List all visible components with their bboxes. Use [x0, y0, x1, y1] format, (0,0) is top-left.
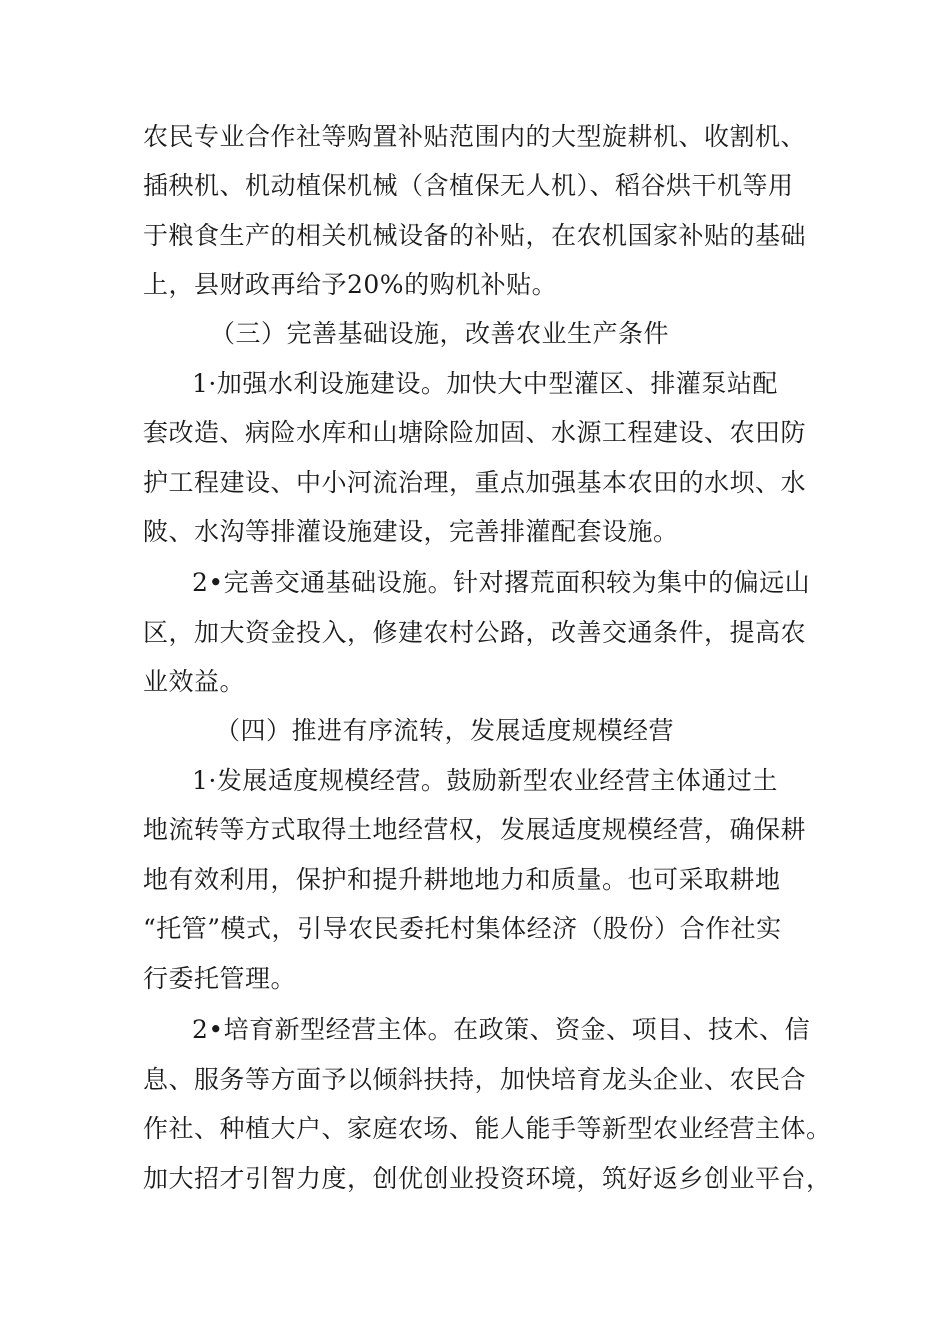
paragraph-line: 2•培育新型经营主体。在政策、资金、项目、技术、信 — [192, 1015, 811, 1044]
paragraph-line: 上，县财政再给予20%的购机补贴。 — [143, 270, 558, 299]
paragraph-line: 农民专业合作社等购置补贴范围内的大型旋耕机、收割机、 — [143, 122, 807, 151]
paragraph-line: 陂、水沟等排灌设施建设，完善排灌配套设施。 — [143, 517, 679, 546]
paragraph-line: “托管”模式，引导农民委托村集体经济（股份）合作社实 — [143, 914, 782, 943]
paragraph-line: 于粮食生产的相关机械设备的补贴，在农机国家补贴的基础 — [143, 221, 807, 250]
paragraph-line: 加大招才引智力度，创优创业投资环境，筑好返乡创业平台， — [143, 1164, 832, 1193]
paragraph-line: 业效益。 — [143, 667, 246, 696]
paragraph-line: 1·加强水利设施建设。加快大中型灌区、排灌泵站配 — [192, 369, 778, 398]
paragraph-line: 套改造、病险水库和山塘除险加固、水源工程建设、农田防 — [143, 418, 807, 447]
paragraph-line: 2•完善交通基础设施。针对撂荒面积较为集中的偏远山 — [192, 568, 811, 597]
paragraph-line: 息、服务等方面予以倾斜扶持，加快培育龙头企业、农民合 — [143, 1065, 807, 1094]
paragraph-line: 护工程建设、中小河流治理，重点加强基本农田的水坝、水 — [143, 468, 807, 497]
paragraph-line: 区，加大资金投入，修建农村公路，改善交通条件，提高农 — [143, 618, 807, 647]
paragraph-line: 地流转等方式取得土地经营权，发展适度规模经营，确保耕 — [143, 815, 807, 844]
section-heading: （三）完善基础设施，改善农业生产条件 — [210, 319, 670, 348]
paragraph-line: 行委托管理。 — [143, 964, 297, 993]
section-heading: （四）推进有序流转，发展适度规模经营 — [215, 716, 675, 745]
paragraph-line: 作社、种植大户、家庭农场、能人能手等新型农业经营主体。 — [143, 1114, 832, 1143]
paragraph-line: 地有效利用，保护和提升耕地地力和质量。也可采取耕地 — [143, 865, 781, 894]
paragraph-line: 1·发展适度规模经营。鼓励新型农业经营主体通过土 — [192, 766, 778, 795]
paragraph-line: 插秧机、机动植保机械（含植保无人机）、稻谷烘干机等用 — [143, 171, 794, 200]
